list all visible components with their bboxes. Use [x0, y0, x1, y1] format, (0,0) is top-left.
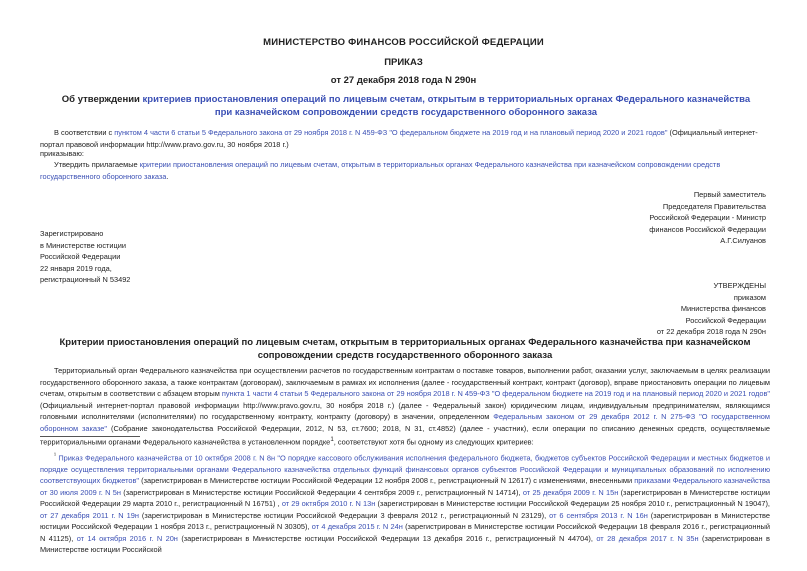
footnote-paragraph: $^{^1}$ Приказ Федерального казначейства от 10 октября 2008 г. N 8н "О порядке кассового обслуживания исполнения федерального бюджета, бюджетов субъектов Российской Федерации и местных бюджетов и порядке осуществления территориальными органами Федерального казначейства отдельных функций финансовых органов субъектов Российской Федерации и муниципальных образований по исполнению соответствующих бюджетов" (зарегистрирован в Министерстве юстиции Российской Федерации 12 ноября 2008 г., регистрационный N 12617) с изменениями, внесенными приказами Федерального казначейства от 30 июля 2009 г. N 5н (зарегистрирован в Министерстве юстиции Российской Федерации 4 сентября 2009 г., регистрационный N 14714), от 25 декабря 2009 г. N 15н (зарегистрирован в Министерстве юстиции Российской Федерации 29 марта 2010 г., регистрационный N 16751) , от 29 октября 2010 г. N 13н (зарегистрирован в Министерстве юстиции Российской Федерации 25 ноября 2010 г., регистрационный N 19047), от 27 декабря 2011 г. N 19н (зарегистрирован в Министерстве юстиции Российской Федерации 3 февраля 2012 г., регистрационный N 23129), от 6 сентября 2013 г. N 16н (зарегистрирован в Министерстве юстиции Российской Федерации 1 ноября 2013 г., регистрационный N 30305), от 4 декабря 2015 г. N 24н (зарегистрирован в Министерстве юстиции Российской Федерации 18 февраля 2016 г., регистрационный N 41125), от 14 октября 2016 г. N 20н (зарегистрирован в Министерстве юстиции Российской Федерации 13 декабря 2016 г., регистрационный N 44704), от 28 декабря 2017 г. N 35н (зарегистрирован в Министерстве юстиции Российской	[40, 452, 771, 555]
order-word: приказываю:	[40, 149, 84, 158]
amendment-link-2[interactable]: от 25 декабря 2009 г. N 15н	[522, 487, 619, 497]
preamble-paragraph: В соответствии с пунктом 4 части 6 статьи 5 Федерального закона от 29 ноября 2018 г. N 459-ФЗ "О федеральном бюджете на 2019 год и на плановый период 2020 и 2021 годов" (Официальный интернет-портал правовой информации http://www.pravo.gov.ru, 30 ноября 2018 г.)	[40, 128, 758, 149]
amendment-link-1[interactable]: приказами Федерального казначейства от 30 июля 2009 г. N 5н	[40, 476, 770, 497]
body-law-link[interactable]: пункта 1 части 4 статьи 5 Федерального закона от 29 ноября 2018 г. N 459-ФЗ "О федеральном бюджете на 2019 год и на плановый период 2020 и 2021 годов"	[221, 389, 770, 398]
criteria-title: Критерии приостановления операций по лицевым счетам, открытым в территориальных органах Федерального казначейства при казначейском сопровождении средств государственного оборонного заказа	[59, 337, 751, 361]
federal-law-link[interactable]: пунктом 4 части 6 статьи 5 Федерального закона от 29 ноября 2018 г. N 459-ФЗ "О федеральном бюджете на 2019 год и на плановый период 2020 и 2021 годов"	[114, 128, 668, 137]
order-heading: ПРИКАЗ	[384, 57, 423, 68]
amendment-link-3[interactable]: от 29 октября 2010 г. N 13н	[281, 499, 376, 509]
treasury-order-link[interactable]: Приказ Федерального казначейства от 10 октября 2008 г. N 8н "О порядке кассового обслуживания исполнения федерального бюджета, бюджетов субъектов Российской Федерации и местных бюджетов и порядке осуществления территориальными органами Федерального казначейства отдельных функций финансовых органов субъектов Российской Федерации и муниципальных образований по исполнению соответствующих бюджетов"	[40, 453, 771, 486]
criteria-link[interactable]: критерии приостановления операций по лицевым счетам, открытым в территориальных органах Федерального казначейства при казначейском сопровождении средств государственного оборонного заказа	[40, 160, 721, 181]
order-date-number: от 27 декабря 2018 года N 290н	[330, 75, 477, 86]
document-title	[56, 93, 756, 119]
footnote-divider	[40, 436, 140, 437]
amendment-link-5[interactable]: от 6 сентября 2013 г. N 16н	[549, 510, 648, 520]
amendment-link-4[interactable]: от 27 декабря 2011 г. N 19н	[40, 510, 139, 520]
amendment-link-8[interactable]: от 28 декабря 2017 г. N 35н	[596, 533, 699, 543]
registration-block: Зарегистрировано в Министерстве юстиции Российской Федерации 22 января 2019 года, регистрационный N 53492	[40, 229, 131, 284]
amendment-link-6[interactable]: от 4 декабря 2015 г. N 24н	[311, 522, 403, 532]
approved-block: УТВЕРЖДЕНЫ приказом Министерства финансов Российской Федерации от 22 декабря 2018 года N 290н	[656, 281, 766, 336]
signature-block: Первый заместитель Председателя Правительства Российской Федерации - Министр финансов Российской Федерации А.Г.Силуанов	[649, 190, 766, 245]
ministry-heading: МИНИСТЕРСТВО ФИНАНСОВ РОССИЙСКОЙ ФЕДЕРАЦИИ	[263, 37, 544, 48]
approve-paragraph: Утвердить прилагаемые критерии приостановления операций по лицевым счетам, открытым в территориальных органах Федерального казначейства при казначейском сопровождении средств государственного оборонного заказа.	[40, 160, 721, 181]
title-link[interactable]: критериев приостановления операций по лицевым счетам, открытым в территориальных органах Федерального казначейства при казначейском сопровождении средств государственного оборонного заказа	[142, 94, 751, 118]
title-prefix: Об утверждении	[61, 94, 143, 105]
amendment-link-7[interactable]: от 14 октября 2016 г. N 20н	[76, 533, 178, 543]
defense-order-law-link[interactable]: Федеральным законом от 29 декабря 2012 г. N 275-ФЗ "О государственном оборонном заказе"	[40, 412, 770, 433]
criteria-body-paragraph: Территориальный орган Федерального казначейства при осуществлении расчетов по государственным контрактам о поставке товаров, выполнении работ, оказании услуг, заключаемым в целях реализации государственного оборонного заказа, а также контрактам (договорам), заключаемым в рамках их исполнения (далее - государственный контракт, контракт (договор), вправе приостановить операции по лицевым счетам, открытым в соответствии с абзацем вторым пункта 1 части 4 статьи 5 Федерального закона от 29 ноября 2018 г. N 459-ФЗ "О федеральном бюджете на 2019 год и на плановый период 2020 и 2021 годов" (Официальный интернет-портал правовой информации http://www.pravo.gov.ru, 30 ноября 2018 г.) (далее - Федеральный закон) юридическим лицам, индивидуальным предпринимателям, являющимся головными исполнителями (исполнителями) по государственному контракту, контракту (договору) в значении, определенном Федеральным законом от 29 декабря 2012 г. N 275-ФЗ "О государственном оборонном заказе" (Собрание законодательства Российской Федерации, 2012, N 53, ст.7600; 2018, N 31, ст.4852) (далее - участник), если операции по списанию денежных средств, осуществляемые территориальными органами Федерального казначейства в установленном порядке$^1$, соответствуют хотя бы одному из следующих критериев:	[40, 366, 770, 447]
footnote-ref: 1	[330, 436, 334, 443]
footnote-marker: ¹	[54, 452, 57, 459]
